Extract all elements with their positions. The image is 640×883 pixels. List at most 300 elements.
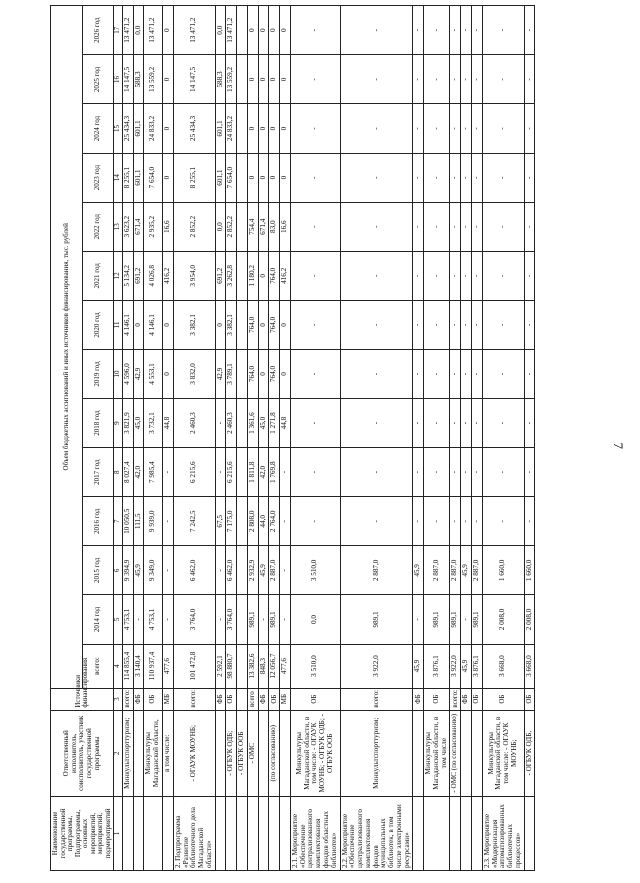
amount-cell: - (340, 55, 413, 104)
amount-cell: - (340, 6, 413, 55)
amount-cell: 0 (269, 153, 280, 202)
amount-cell: - (461, 104, 472, 153)
responsible-cell (258, 710, 269, 796)
amount-cell: 44,8 (162, 399, 173, 448)
amount-cell: 2 887,0 (424, 546, 450, 595)
amount-cell: 25 434,3 (173, 104, 215, 153)
amount-cell: - (472, 153, 483, 202)
amount-cell: - (162, 595, 173, 644)
column-index: 17 (114, 6, 123, 55)
source-cell: ФБ (133, 688, 144, 710)
header-year: 2016 год (82, 497, 114, 546)
amount-cell: 416,2 (280, 251, 291, 300)
amount-cell: 3 668,0 (482, 644, 524, 688)
amount-cell: - (482, 153, 524, 202)
amount-cell: 9 939,0 (144, 497, 163, 546)
amount-cell: - (215, 448, 226, 497)
amount-cell: 16,6 (280, 202, 291, 251)
amount-cell: 3 382,1 (226, 300, 237, 349)
amount-cell: 601,1 (133, 104, 144, 153)
amount-cell: 2 852,2 (226, 202, 237, 251)
amount-cell: - (450, 104, 461, 153)
header-year: 2015 год (82, 546, 114, 595)
amount-cell: - (340, 448, 413, 497)
amount-cell: - (461, 153, 472, 202)
amount-cell: - (472, 202, 483, 251)
amount-cell: 3 262,8 (226, 251, 237, 300)
amount-cell: 4 026,8 (144, 251, 163, 300)
amount-cell: - (133, 595, 144, 644)
amount-cell: - (290, 104, 340, 153)
amount-cell: - (450, 448, 461, 497)
header-year: 2024 год (82, 104, 114, 153)
header-year: 2023 год (82, 153, 114, 202)
amount-cell: 4 753,1 (122, 595, 133, 644)
amount-cell: 477,6 (280, 644, 291, 688)
amount-cell: - (280, 595, 291, 644)
amount-cell: - (340, 300, 413, 349)
amount-cell: 42,9 (215, 349, 226, 398)
amount-cell: - (450, 202, 461, 251)
amount-cell: 3 876,1 (424, 644, 450, 688)
amount-cell: - (450, 399, 461, 448)
amount-cell: - (461, 595, 472, 644)
amount-cell: 989,1 (269, 595, 280, 644)
amount-cell: 3 832,0 (173, 349, 215, 398)
header-year: 2019 год (82, 349, 114, 398)
amount-cell: - (162, 546, 173, 595)
responsible-cell: Минкультуры Магаданской области, в том числе (424, 710, 450, 796)
source-cell: ОБ (269, 688, 280, 710)
amount-cell: 2 008,0 (524, 595, 535, 644)
amount-cell: - (340, 202, 413, 251)
amount-cell: 8 255,1 (122, 153, 133, 202)
responsible-cell: Минкультспорттуризм; (122, 710, 133, 796)
amount-cell: - (472, 448, 483, 497)
table-row (340, 6, 413, 871)
amount-cell: 3 732,1 (144, 399, 163, 448)
amount-cell: - (340, 399, 413, 448)
amount-cell: - (450, 300, 461, 349)
column-index: 15 (114, 104, 123, 153)
amount-cell: 848,3 (258, 644, 269, 688)
amount-cell: 6 462,0 (173, 546, 215, 595)
amount-cell (237, 55, 248, 104)
amount-cell (237, 251, 248, 300)
amount-cell: 0 (258, 6, 269, 55)
amount-cell: 764,0 (269, 300, 280, 349)
amount-cell: 6 462,0 (226, 546, 237, 595)
amount-cell: - (524, 6, 535, 55)
amount-cell: 588,3 (215, 55, 226, 104)
amount-cell: 2 852,2 (173, 202, 215, 251)
column-index: 3 (114, 688, 123, 710)
program-name-cell (413, 796, 424, 870)
source-cell: ФБ (461, 688, 472, 710)
header-name: Наименование государственной программы, Подпрограммы, основных мероприятий, мероприятий, подмероприятий (51, 796, 114, 870)
amount-cell: - (290, 448, 340, 497)
column-index: 12 (114, 251, 123, 300)
amount-cell: - (340, 104, 413, 153)
amount-cell: 2 887,0 (450, 546, 461, 595)
source-cell: ОБ (482, 688, 524, 710)
amount-cell: - (258, 595, 269, 644)
amount-cell: 0 (215, 300, 226, 349)
amount-cell: - (472, 399, 483, 448)
amount-cell: - (215, 399, 226, 448)
amount-cell: - (461, 202, 472, 251)
amount-cell: 98 880,7 (226, 644, 237, 688)
responsible-cell (280, 710, 291, 796)
column-index: 10 (114, 349, 123, 398)
amount-cell: - (162, 448, 173, 497)
amount-cell: 13 471,2 (226, 6, 237, 55)
amount-cell: 2 932,9 (247, 546, 258, 595)
amount-cell: 0 (269, 6, 280, 55)
program-name-cell (122, 796, 133, 870)
amount-cell: 754,4 (247, 202, 258, 251)
amount-cell: - (524, 300, 535, 349)
program-name-cell (226, 796, 237, 870)
amount-cell: - (413, 300, 424, 349)
header-row (51, 6, 83, 871)
amount-cell: - (424, 497, 450, 546)
amount-cell: 24 833,2 (226, 104, 237, 153)
amount-cell: - (524, 104, 535, 153)
amount-cell: 8 255,1 (173, 153, 215, 202)
amount-cell: 0 (162, 6, 173, 55)
responsible-cell: - ОГАУК МОУНБ; (173, 710, 215, 796)
responsible-cell: - ОМС (247, 710, 258, 796)
amount-cell: 0 (247, 153, 258, 202)
amount-cell: 0 (258, 300, 269, 349)
amount-cell: 45,9 (258, 546, 269, 595)
responsible-cell (413, 710, 424, 796)
amount-cell: - (424, 202, 450, 251)
amount-cell: - (290, 300, 340, 349)
amount-cell: - (461, 349, 472, 398)
amount-cell: - (215, 546, 226, 595)
amount-cell: - (472, 104, 483, 153)
amount-cell: 7 242,5 (173, 497, 215, 546)
amount-cell: 3 382,1 (173, 300, 215, 349)
amount-cell: - (482, 399, 524, 448)
amount-cell: 671,4 (258, 202, 269, 251)
program-name-cell: 2.2. Мероприятие «Обеспечение централизованного комплектования фондов муниципальных библиотек, в том числе электронными ресурсами» (340, 796, 413, 870)
amount-cell: - (450, 6, 461, 55)
amount-cell: 0,0 (215, 202, 226, 251)
table-row (290, 6, 340, 871)
amount-cell: 0 (280, 153, 291, 202)
amount-cell: 3 623,2 (122, 202, 133, 251)
responsible-cell: - ОМС (по согласованию) (450, 710, 461, 796)
amount-cell: 4 146,1 (122, 300, 133, 349)
program-name-cell (461, 796, 472, 870)
amount-cell: 4 753,1 (144, 595, 163, 644)
column-index: 2 (114, 710, 123, 796)
amount-cell: 691,2 (215, 251, 226, 300)
amount-cell: - (482, 104, 524, 153)
amount-cell: - (524, 55, 535, 104)
amount-cell: 42,9 (133, 349, 144, 398)
amount-cell: 13 382,6 (247, 644, 258, 688)
amount-cell: - (524, 399, 535, 448)
amount-cell: 0 (258, 55, 269, 104)
responsible-cell (133, 710, 144, 796)
amount-cell: - (424, 104, 450, 153)
column-index: 1 (114, 796, 123, 870)
column-index: 14 (114, 153, 123, 202)
amount-cell: - (340, 349, 413, 398)
amount-cell: 3 510,0 (290, 644, 340, 688)
page-number: 7 (611, 442, 626, 449)
amount-cell: 764,0 (247, 349, 258, 398)
amount-cell: 1 660,0 (482, 546, 524, 595)
amount-cell: 0 (247, 104, 258, 153)
amount-cell: 45,0 (258, 399, 269, 448)
amount-cell: - (290, 399, 340, 448)
amount-cell: 3 876,1 (472, 644, 483, 688)
header-total: всего: (82, 644, 114, 688)
amount-cell: 1 180,2 (247, 251, 258, 300)
amount-cell: 989,1 (472, 595, 483, 644)
source-cell: всего: (173, 688, 215, 710)
amount-cell: 5 134,2 (122, 251, 133, 300)
responsible-cell: Минкультуры Магаданской области, (144, 710, 163, 796)
amount-cell: - (450, 349, 461, 398)
amount-cell: - (290, 6, 340, 55)
amount-cell: - (482, 202, 524, 251)
amount-cell: 3 764,0 (226, 595, 237, 644)
amount-cell: - (215, 595, 226, 644)
amount-cell: 989,1 (450, 595, 461, 644)
source-cell: ОБ (524, 688, 535, 710)
amount-cell: 477,6 (162, 644, 173, 688)
table-row (472, 6, 483, 871)
amount-cell: 3 668,0 (524, 644, 535, 688)
column-index: 16 (114, 55, 123, 104)
amount-cell (237, 497, 248, 546)
column-index: 4 (114, 644, 123, 688)
amount-cell: 3 140,4 (133, 644, 144, 688)
source-cell: ФБ (215, 688, 226, 710)
amount-cell: - (413, 153, 424, 202)
amount-cell: - (461, 497, 472, 546)
amount-cell: 3 764,0 (173, 595, 215, 644)
amount-cell: - (524, 349, 535, 398)
amount-cell: 0 (162, 349, 173, 398)
table-row (247, 6, 258, 871)
program-name-cell (424, 796, 450, 870)
amount-cell: 67,5 (215, 497, 226, 546)
amount-cell: 13 471,2 (144, 6, 163, 55)
table-row (215, 6, 226, 871)
amount-cell: 25 434,3 (122, 104, 133, 153)
responsible-cell: Минкультспорттуризм; (340, 710, 413, 796)
program-name-cell (162, 796, 173, 870)
amount-cell: - (450, 497, 461, 546)
amount-cell: - (472, 349, 483, 398)
table-row (144, 6, 163, 871)
amount-cell: 1 361,6 (247, 399, 258, 448)
amount-cell: - (162, 497, 173, 546)
amount-cell: - (524, 251, 535, 300)
amount-cell: - (461, 251, 472, 300)
column-index: 6 (114, 546, 123, 595)
responsible-cell: (по согласованию) (269, 710, 280, 796)
amount-cell: 7 175,0 (226, 497, 237, 546)
amount-cell (237, 349, 248, 398)
source-cell: ОБ (226, 688, 237, 710)
source-cell: ОБ (424, 688, 450, 710)
amount-cell: 0 (280, 104, 291, 153)
amount-cell: 764,0 (247, 300, 258, 349)
amount-cell (237, 104, 248, 153)
amount-cell: - (450, 153, 461, 202)
amount-cell: 111,5 (133, 497, 144, 546)
program-name-cell (247, 796, 258, 870)
amount-cell: - (290, 497, 340, 546)
amount-cell: - (413, 399, 424, 448)
amount-cell: 14 147,5 (173, 55, 215, 104)
program-name-cell: 2.3. Мероприятие «Модернизация автоматизированных библиотечных процессов» (482, 796, 524, 870)
amount-cell: 3 789,1 (226, 349, 237, 398)
header-year: 2020 год (82, 300, 114, 349)
column-index: 7 (114, 497, 123, 546)
program-name-cell: 2.1. Мероприятие «Обеспечение централизованного комплектования фондов областных библиотек» (290, 796, 340, 870)
amount-cell: 0 (162, 300, 173, 349)
amount-cell: - (461, 399, 472, 448)
amount-cell: 2 764,0 (269, 497, 280, 546)
amount-cell: - (482, 497, 524, 546)
amount-cell: 45,9 (461, 546, 472, 595)
header-year: 2021 год (82, 251, 114, 300)
source-cell: ФБ (413, 688, 424, 710)
amount-cell: 671,4 (133, 202, 144, 251)
responsible-cell (472, 710, 483, 796)
amount-cell: 2 887,0 (269, 546, 280, 595)
amount-cell: - (482, 300, 524, 349)
amount-cell: 601,1 (215, 153, 226, 202)
amount-cell: 42,0 (133, 448, 144, 497)
amount-cell: 2 887,0 (340, 546, 413, 595)
amount-cell: - (424, 300, 450, 349)
amount-cell: - (280, 546, 291, 595)
amount-cell (237, 644, 248, 688)
amount-cell: - (524, 153, 535, 202)
source-cell: МБ (162, 688, 173, 710)
amount-cell: - (290, 202, 340, 251)
amount-cell: - (413, 104, 424, 153)
amount-cell (237, 6, 248, 55)
amount-cell: - (524, 497, 535, 546)
amount-cell (237, 595, 248, 644)
source-cell: всего: (122, 688, 133, 710)
amount-cell: 4 553,1 (144, 349, 163, 398)
amount-cell: 0,0 (290, 595, 340, 644)
header-year: 2018 год (82, 399, 114, 448)
table-row (450, 6, 461, 871)
table-row (413, 6, 424, 871)
responsible-cell: Минкультуры Магаданской области, в том числе: - ОГАУК МОУНБ; (482, 710, 524, 796)
amount-cell: 8 027,4 (122, 448, 133, 497)
amount-cell: - (413, 349, 424, 398)
amount-cell: - (482, 6, 524, 55)
responsible-cell: в том числе: (162, 710, 173, 796)
amount-cell: 42,0 (258, 448, 269, 497)
amount-cell: - (472, 251, 483, 300)
amount-cell: 0 (269, 104, 280, 153)
amount-cell: - (524, 202, 535, 251)
index-row (114, 6, 123, 871)
amount-cell (237, 448, 248, 497)
responsible-cell: - ОГБУК ОДБ, (524, 710, 535, 796)
amount-cell: - (280, 448, 291, 497)
amount-cell: - (340, 153, 413, 202)
program-name-cell (144, 796, 163, 870)
program-name-cell (450, 796, 461, 870)
amount-cell: - (461, 300, 472, 349)
amount-cell: 0 (162, 104, 173, 153)
amount-cell: - (472, 497, 483, 546)
amount-cell: 0 (280, 349, 291, 398)
amount-cell: - (424, 448, 450, 497)
amount-cell: 0 (258, 349, 269, 398)
amount-cell: 45,9 (413, 644, 424, 688)
header-budget-group: Объем бюджетных ассигнований и иных источников финансирования, тыс. рублей (51, 6, 83, 689)
header-source: Источники финансирования (51, 688, 114, 710)
source-cell (237, 688, 248, 710)
amount-cell: 6 215,6 (226, 448, 237, 497)
amount-cell: 989,1 (424, 595, 450, 644)
amount-cell: - (413, 595, 424, 644)
amount-cell: - (340, 251, 413, 300)
program-name-cell (133, 796, 144, 870)
amount-cell: - (424, 6, 450, 55)
amount-cell: 416,2 (162, 251, 173, 300)
amount-cell: - (424, 399, 450, 448)
column-index: 13 (114, 202, 123, 251)
amount-cell: - (461, 448, 472, 497)
header-year: 2017 год (82, 448, 114, 497)
header-year: 2014 год (82, 595, 114, 644)
amount-cell: 0 (162, 153, 173, 202)
amount-cell: 44,0 (258, 497, 269, 546)
amount-cell: - (424, 55, 450, 104)
amount-cell: - (290, 349, 340, 398)
amount-cell: 7 654,0 (144, 153, 163, 202)
amount-cell: 16,6 (162, 202, 173, 251)
amount-cell: 3 821,9 (122, 399, 133, 448)
amount-cell: - (290, 55, 340, 104)
source-cell: ФБ (258, 688, 269, 710)
amount-cell: 3 510,0 (290, 546, 340, 595)
header-responsible: Ответственный исполнитель, соисполнитель, участник государственной программы (51, 710, 114, 796)
amount-cell: 0 (280, 55, 291, 104)
source-cell: МБ (280, 688, 291, 710)
amount-cell: - (413, 6, 424, 55)
amount-cell: 45,9 (133, 546, 144, 595)
amount-cell: - (413, 497, 424, 546)
amount-cell: 1 660,0 (524, 546, 535, 595)
source-cell: ОБ (290, 688, 340, 710)
amount-cell: - (461, 6, 472, 55)
amount-cell: 12 056,7 (269, 644, 280, 688)
amount-cell: - (472, 55, 483, 104)
amount-cell: 0 (280, 300, 291, 349)
amount-cell: 0,0 (133, 6, 144, 55)
amount-cell: 1 769,8 (269, 448, 280, 497)
